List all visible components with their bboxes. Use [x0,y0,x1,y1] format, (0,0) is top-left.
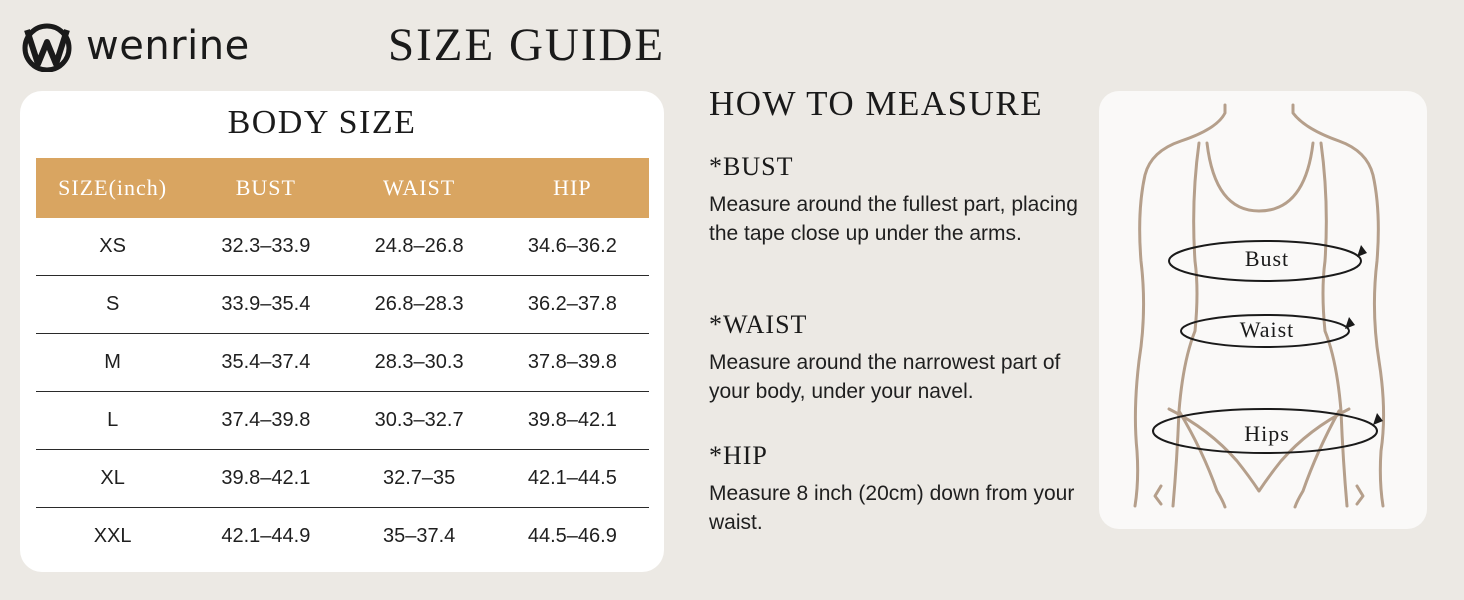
cell-waist: 26.8–28.3 [343,276,496,334]
waist-heading: *WAIST [709,310,808,339]
cell-size: L [36,392,189,450]
cell-bust: 42.1–44.9 [221,525,311,547]
table-row [36,392,649,450]
header-bust: BUST [189,158,342,218]
header-hip: HIP [496,158,649,218]
cell-waist: 35–37.4 [382,525,456,547]
page-title: SIZE GUIDE [388,19,666,71]
cell-size: XXL [93,525,132,547]
hip-heading: *HIP [709,441,768,470]
hip-section [709,441,1084,537]
body-figure-card [1099,91,1427,529]
wenrine-logo-icon [18,20,76,72]
table-row [36,218,649,276]
brand-logo [18,20,250,72]
bust-instructions: Measure around the fullest part, placing the tape close up under the arms. [709,193,1078,245]
body-size-title: BODY SIZE [227,104,417,141]
waist-section [709,310,1084,406]
cell-hip: 44.5–46.9 [527,525,617,547]
cell-hip: 39.8–42.1 [496,392,649,450]
table-row [36,508,649,566]
how-to-measure-title: HOW TO MEASURE [709,84,1044,123]
cell-waist: 30.3–32.7 [343,392,496,450]
cell-hip: 37.8–39.8 [496,334,649,392]
table-header-row [36,158,649,218]
bust-section [709,152,1089,248]
bust-arrow-icon [1357,245,1367,257]
cell-hip: 34.6–36.2 [496,218,649,276]
figure-label-bust: Bust [1244,246,1290,271]
figure-label-waist: Waist [1239,317,1295,342]
cell-bust: 39.8–42.1 [189,450,342,508]
cell-hip: 42.1–44.5 [496,450,649,508]
cell-bust: 35.4–37.4 [189,334,342,392]
table-row [36,276,649,334]
table-row [36,450,649,508]
bust-heading: *BUST [709,152,794,181]
cell-size: M [36,334,189,392]
cell-waist: 24.8–26.8 [343,218,496,276]
cell-bust: 33.9–35.4 [189,276,342,334]
brand-name: wenrine [86,23,250,69]
waist-instructions: Measure around the narrowest part of your body, under your navel. [709,351,1061,403]
cell-waist: 32.7–35 [343,450,496,508]
cell-size: S [36,276,189,334]
table-row [36,334,649,392]
cell-size: XS [36,218,189,276]
hip-instructions: Measure 8 inch (20cm) down from your waist. [709,482,1075,534]
cell-waist: 28.3–30.3 [343,334,496,392]
size-table [36,158,649,565]
header-waist: WAIST [343,158,496,218]
waist-arrow-icon [1345,317,1355,329]
cell-hip: 36.2–37.8 [496,276,649,334]
cell-bust: 32.3–33.9 [189,218,342,276]
figure-label-hips: Hips [1244,421,1290,446]
body-outline-illustration [1099,91,1427,529]
header-size: SIZE(inch) [36,158,189,218]
hips-arrow-icon [1373,413,1383,425]
cell-size: XL [36,450,189,508]
cell-bust: 37.4–39.8 [189,392,342,450]
